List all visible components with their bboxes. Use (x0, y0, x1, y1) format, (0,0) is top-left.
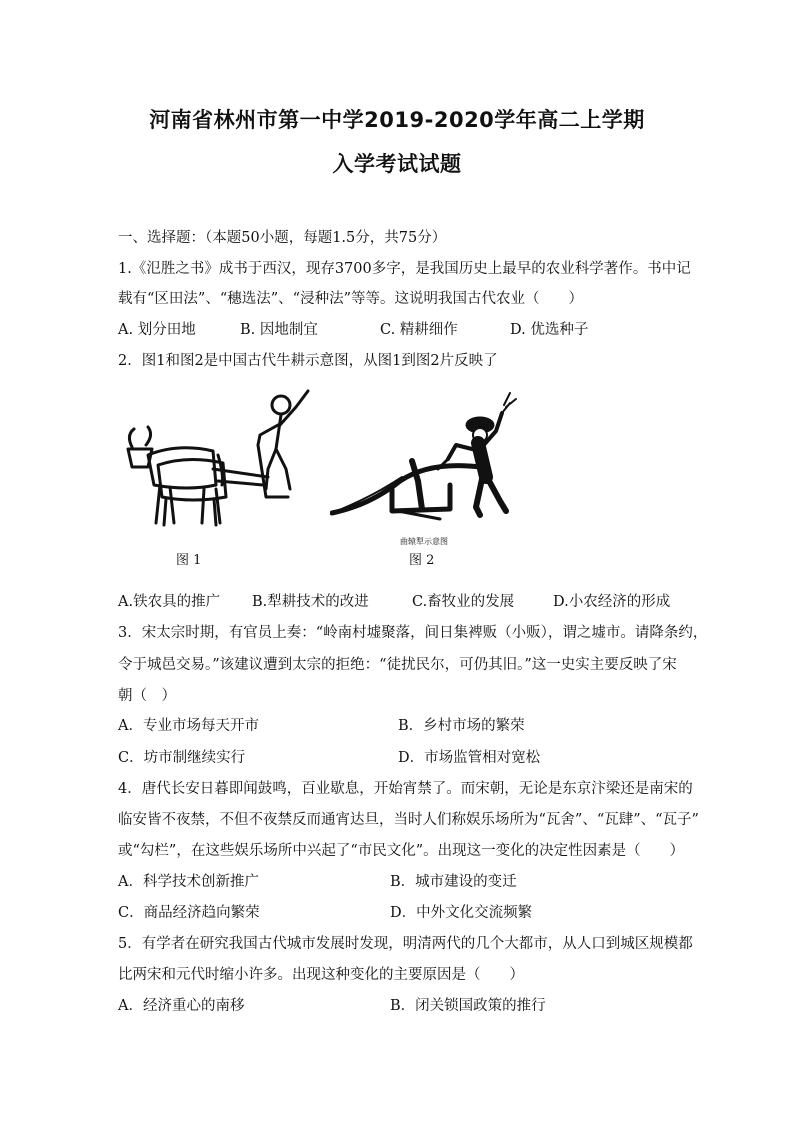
q4-line1: 4．唐代长安日暮即闻鼓鸣，百业歇息，开始宵禁了。而宋朝，无论是东京汴梁还是南宋的 (118, 781, 693, 797)
q4-line3: 或“勾栏”，在这些娱乐场所中兴起了“市民文化”。出现这一变化的决定性因素是（ ） (118, 843, 685, 859)
q5-line1: 5．有学者在研究我国古代城市发展时发现，明清两代的几个大都市，从人口到城区规模都 (118, 936, 693, 952)
q1-line1: 1.《氾胜之书》成书于西汉，现存3700多字，是我国历史上最早的农业科学著作。书中记 (118, 261, 691, 277)
q1-option-c: C. 精耕细作 (380, 322, 458, 338)
q5-option-a: A．经济重心的南移 (118, 998, 245, 1014)
q3-option-c: C．坊市制继续实行 (118, 750, 246, 766)
figure-2-subcaption: 曲辕犁示意图 (400, 537, 448, 546)
q2-option-a: A.铁农具的推广 (118, 594, 221, 610)
q3-line2: 令于城邑交易。”该建议遭到太宗的拒绝：“徒扰民尔，可仍其旧。”这一史实主要反映了宋 (118, 657, 677, 673)
page-subtitle: 入学考试试题 (332, 152, 462, 176)
q4-option-c: C．商品经济趋向繁荣 (118, 905, 260, 921)
q4-line2: 临安皆不夜禁，不但不夜禁反而通宵达旦，当时人们称娱乐场所为“瓦舍”、“瓦肆”、“瓦子” (118, 812, 699, 828)
figure-1-caption: 图 1 (176, 553, 202, 568)
q2-option-c: C.畜牧业的发展 (412, 594, 515, 610)
section-heading: 一、选择题：（本题50小题，每题1.5分，共75分） (118, 230, 447, 246)
q3-option-a: A．专业市场每天开市 (118, 718, 259, 734)
q5-option-b: B．闭关锁国政策的推行 (390, 998, 546, 1014)
q2-option-b: B.犁耕技术的改进 (252, 594, 369, 610)
q5-line2: 比两宋和元代时缩小许多。出现这种变化的主要原因是（ ） (118, 967, 524, 983)
q1-option-a: A. 划分田地 (118, 322, 196, 338)
q3-option-b: B．乡村市场的繁荣 (398, 718, 525, 734)
q1-option-b: B. 因地制宜 (240, 322, 318, 338)
curved-plough-figure-2 (330, 385, 530, 535)
q4-option-a: A．科学技术创新推广 (118, 874, 259, 890)
q3-option-d: D．市场监管相对宽松 (398, 750, 541, 766)
q4-option-d: D．中外文化交流频繁 (390, 905, 533, 921)
q3-line1: 3．宋太宗时期，有官员上奏：“岭南村墟聚落，间日集裨贩（小贩），谓之墟市。请降条约， (118, 625, 708, 641)
q1-line2: 载有“区田法”、“穗选法”、“浸种法”等等。这说明我国古代农业（ ） (118, 291, 583, 307)
page-title: 河南省林州市第一中学2019-2020学年高二上学期 (149, 108, 645, 132)
q2-option-d: D.小农经济的形成 (553, 594, 671, 610)
q3-line3: 朝（ ） (118, 688, 176, 704)
figure-2-caption: 图 2 (409, 553, 435, 568)
q2-line1: 2．图1和图2是中国古代牛耕示意图，从图1到图2片反映了 (118, 353, 498, 369)
q4-option-b: B．城市建设的变迁 (390, 874, 517, 890)
ox-plough-figure-1 (118, 385, 318, 535)
q1-option-d: D. 优选种子 (510, 322, 589, 338)
